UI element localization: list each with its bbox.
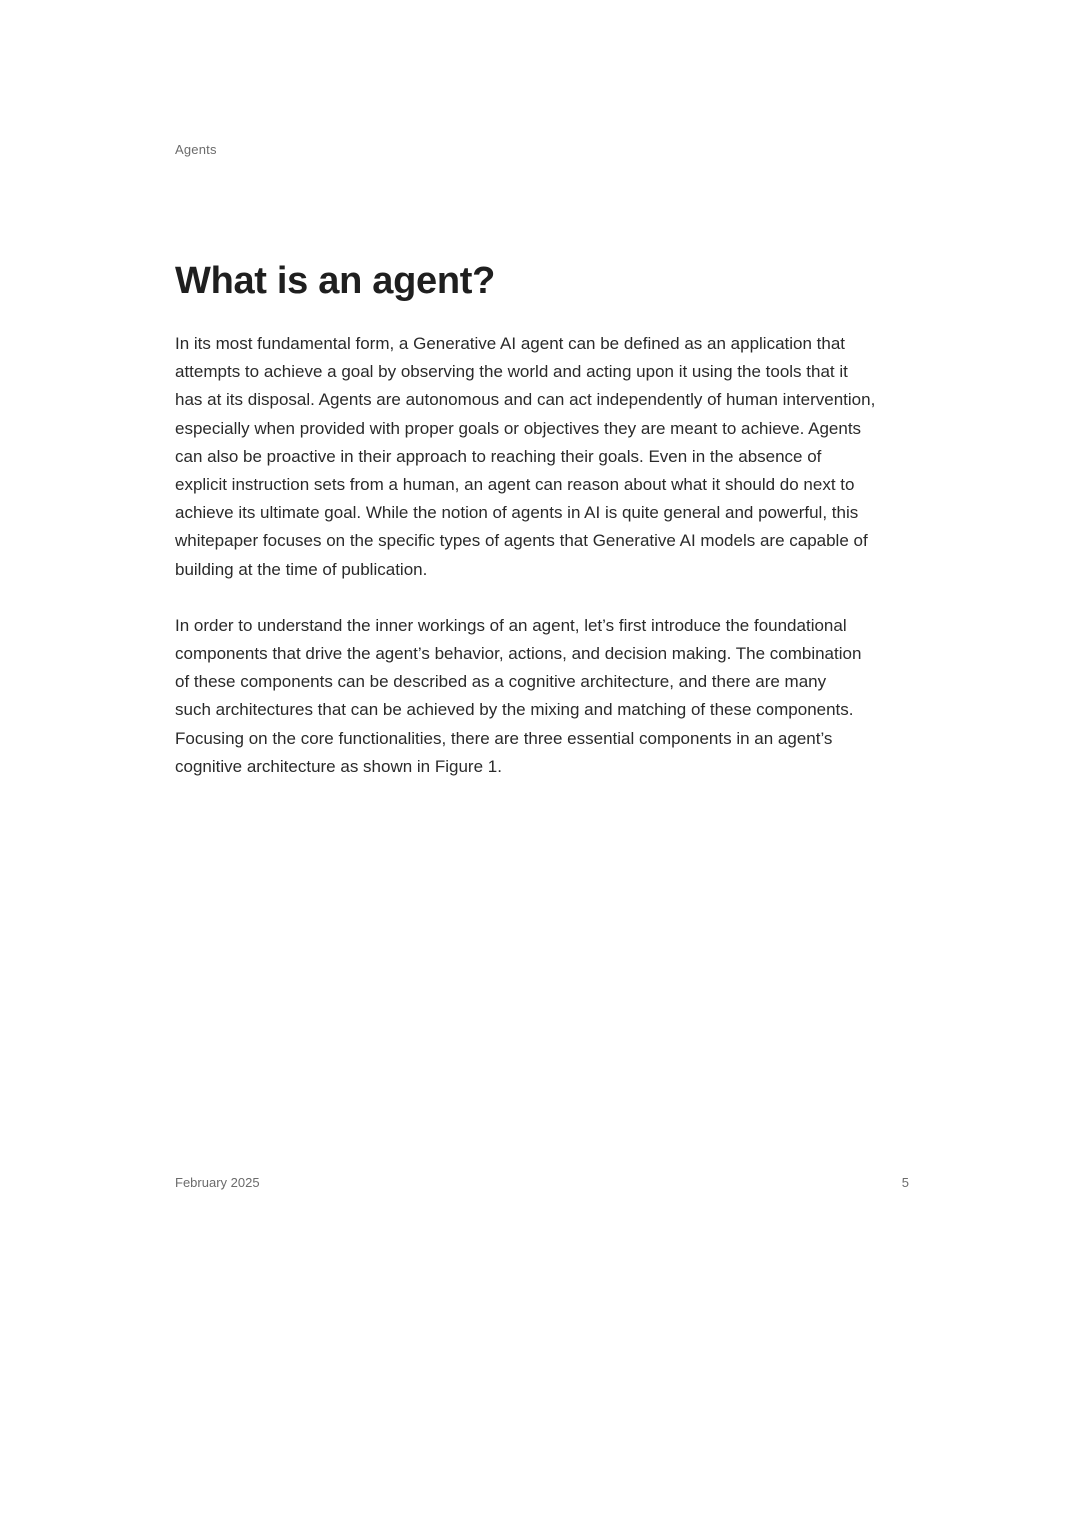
page-number: 5 [901, 1175, 909, 1190]
paragraph [175, 612, 915, 781]
text-line: Focusing on the core functionalities, there are three essential components in an agent’s [175, 728, 833, 748]
text-line: building at the time of publication. [175, 559, 428, 579]
text-line: achieve its ultimate goal. While the notion of agents in AI is quite general and powerful, this [175, 503, 859, 523]
text-line: especially when provided with proper goals or objectives they are meant to achieve. Agents [175, 418, 862, 438]
body-text [175, 330, 915, 809]
text-line: whitepaper focuses on the specific types of agents that Generative AI models are capable of [175, 531, 868, 551]
text-line: components that drive the agent’s behavior, actions, and decision making. The combination [175, 644, 862, 664]
text-line: can also be proactive in their approach to reaching their goals. Even in the absence of [175, 446, 822, 466]
text-line: has at its disposal. Agents are autonomous and can act independently of human intervention, [175, 390, 876, 410]
section-title: What is an agent? [175, 260, 496, 302]
paragraph [175, 330, 915, 584]
text-line: explicit instruction sets from a human, an agent can reason about what it should do next to [175, 475, 855, 495]
text-line: cognitive architecture as shown in Figure 1. [175, 756, 502, 776]
text-line: of these components can be described as a cognitive architecture, and there are many [175, 672, 827, 692]
text-line: In order to understand the inner workings of an agent, let’s first introduce the foundational [175, 615, 847, 635]
text-line: such architectures that can be achieved by the mixing and matching of these components. [175, 700, 854, 720]
text-line: attempts to achieve a goal by observing the world and acting upon it using the tools that it [175, 362, 848, 382]
footer-date: February 2025 [175, 1175, 260, 1190]
text-line: In its most fundamental form, a Generative AI agent can be defined as an application that [175, 334, 846, 353]
running-header: Agents [175, 142, 217, 157]
